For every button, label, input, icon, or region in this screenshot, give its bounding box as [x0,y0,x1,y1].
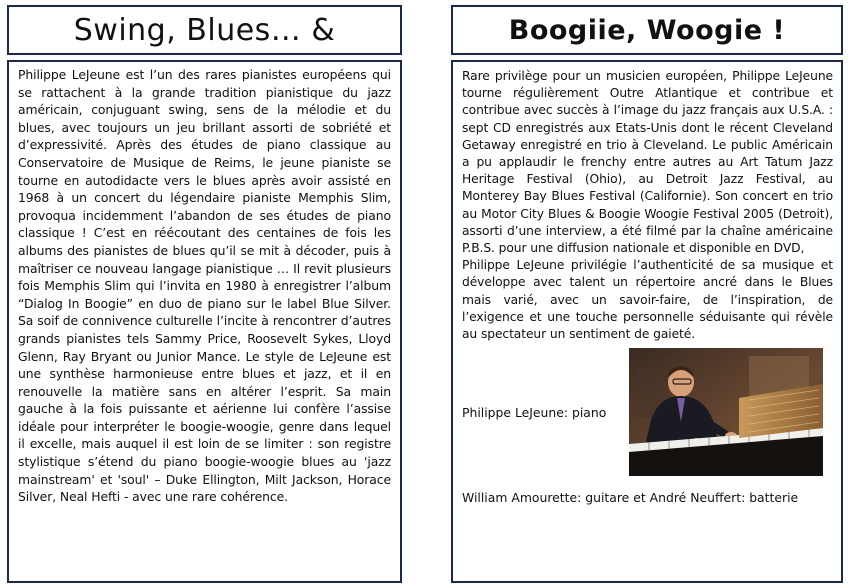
left-body-text: Philippe LeJeune est l’un des rares pianistes européens qui se rattachent à la grande tradition pianistique du jazz américain, conjuguant swing, sens de la mélodie et du blues, avec toujours un jeu brillant assorti de sobriété et d’expressivité. Après des études de piano classique au Conservatoire de Musique de Reims, le jeune pianiste se tourne en autodidacte vers le blues après avoir assisté en 1968 à un concert du légendaire pianiste Memphis Slim, provoqua incidemment l’abandon de ses études de piano classique ! C’est en réécoutant des centaines de fois les albums des pianistes de blues qu’il se mit à décoder, puis à maîtriser ce nouveau langage pianistique … Il revit plusieurs fois Memphis Slim qui l’invita en 1980 à enregistrer l’album “Dialog In Boogie” en duo de piano sur le label Blue Silver. Sa soif de connivence culturelle l’incite à rencontrer d’autres grands pianistes tels Sammy Price, Roosevelt Sykes, Lloyd Glenn, Ray Bryant ou Junior Mance. Le style de LeJeune est une synthèse harmonieuse entre blues et jazz, et il en renouvelle la matière sans en altérer l’esprit. Sa main gauche à la fois puissante et aérienne lui confère l’assise idéale pour interpréter le boogie-woogie, genre dans lequel il excelle, mais auquel il est loin de se limiter : son registre stylistique s’étend du piano boogie-woogie blues au 'jazz mainstream' et 'soul' – Duke Ellington, Milt Jackson, Horace Silver, Neal Hefti - avec une rare cohérence. [18,67,391,505]
pianist-photo [629,348,823,476]
band-credits: William Amourette: guitare et André Neuffert: batterie [462,490,799,506]
right-paragraph-1: Rare privilège pour un musicien européen, Philippe LeJeune tourne régulièrement Outre Atlantique et contribue et contribue avec succès à l’image du jazz français aux U.S.A. : sept CD enregistrés aux Etats-Unis dont le récent Cleveland Getaway enregistré en trio à Cleveland. Le public Américain a pu applaudir le frenchy entre autres au Art Tatum Jazz Heritage Festival (Ohio), au Detroit Jazz Festival, au Monterey Bay Blues Festival (Californie). Son concert en trio au Motor City Blues & Boogie Woogie Festival 2005 (Detroit), assorti d’une interview, a été filmé par la chaîne américaine P.B.S. pour une diffusion nationale et disponible en DVD, [462,69,833,256]
right-title: Boogiie, Woogie ! [508,14,786,46]
photo-row [462,348,833,476]
right-paragraph-2: Philippe LeJeune privilégie l’authenticité de sa musique et développe avec talent un répertoire ancré dans le Blues mais varié, avec un savoir-faire, de l’inspiration, de l’exigence et une touche personnelle séduisante qui révèle au spectateur un sentiment de gaieté. [462,258,833,342]
left-text-panel [7,60,402,583]
left-title: Swing, Blues… & [73,12,336,48]
right-text-panel [451,60,843,583]
photo-caption: Philippe LeJeune: piano [462,404,607,420]
title-box-right [451,5,843,55]
title-box-left [7,5,402,55]
